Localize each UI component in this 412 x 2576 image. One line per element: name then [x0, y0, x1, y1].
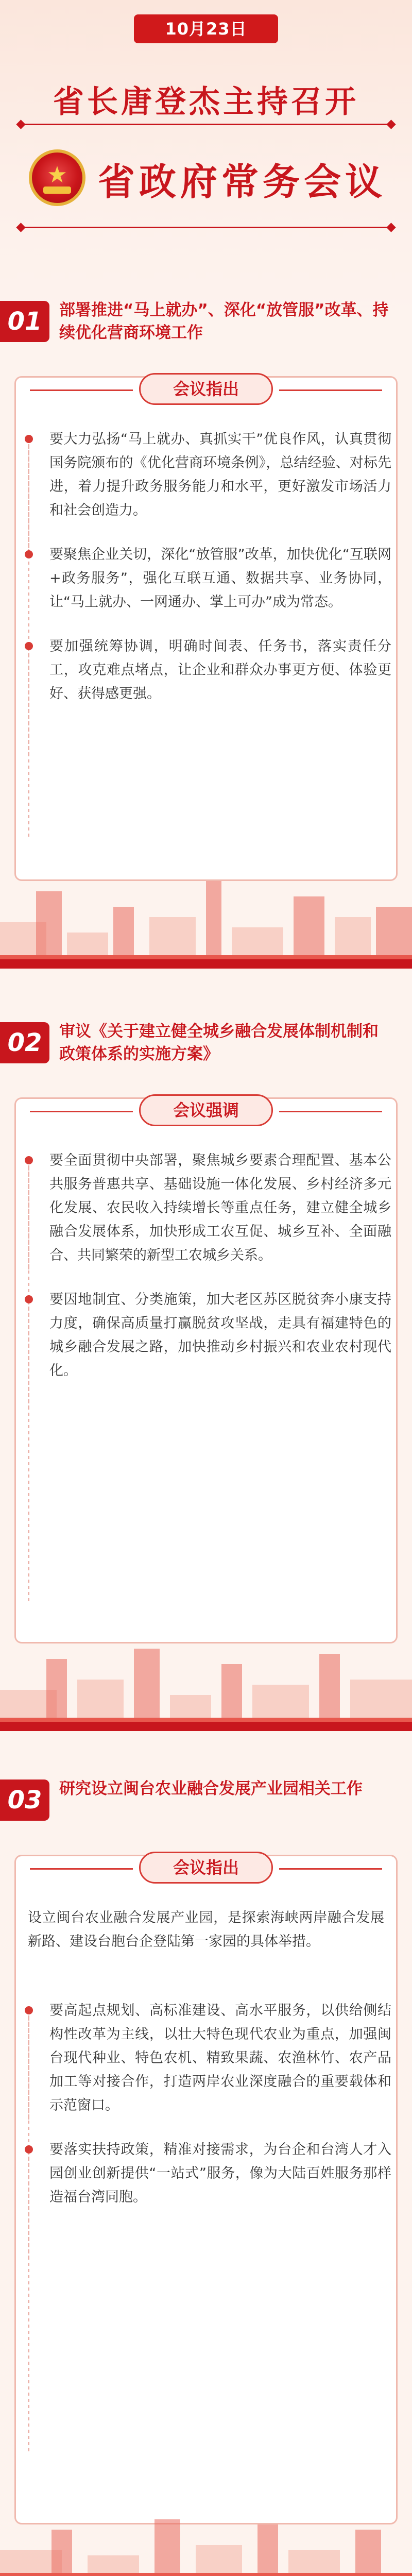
bullet-icon [25, 550, 33, 558]
card-tag: 会议强调 [139, 1094, 273, 1126]
header-divider-bottom [21, 227, 391, 228]
list-item [21, 635, 391, 706]
headline-line1: 省长唐登杰主持召开 [53, 84, 359, 120]
tag-rule-left [30, 1868, 133, 1870]
bullet-icon [25, 642, 33, 650]
item-text: 要大力弘扬“马上就办、真抓实干”优良作风，认真贯彻国务院颁布的《优化营商环境条例》，总结经验、对标先进，着力提升政务服务能力和水平，更好激发市场活力和社会创造力。 [49, 431, 391, 518]
section-title [59, 1020, 391, 1065]
list-item [21, 1288, 391, 1383]
card-tag: 会议指出 [139, 373, 273, 405]
section-number: 01 [0, 301, 49, 342]
bullet-icon [25, 2006, 33, 2014]
item-text: 要因地制宜、分类施策，加大老区苏区脱贫奔小康支持力度，确保高质量打赢脱贫攻坚战，走具有福建特色的城乡融合发展之路，加快推动乡村振兴和农业农村现代化。 [49, 1292, 391, 1379]
city-skyline-decoration [0, 2504, 412, 2576]
item-text: 要聚焦企业关切，深化“放管服”改革，加快优化“互联网+政务服务”，强化互联互通、数据共享、业务协同，让“马上就办、一网通办、掌上可办”成为常态。 [49, 547, 391, 610]
item-list [21, 1149, 391, 1383]
section-title: 研究设立闽台农业融合发展产业园相关工作 [59, 1780, 363, 1798]
card-tag-wrap [14, 1095, 398, 1126]
list-item [21, 428, 391, 522]
section-header [0, 1010, 412, 1087]
date-badge: 10月23日 [134, 14, 278, 43]
item-text: 要高起点规划、高标准建设、高水平服务，以供给侧结构性改革为主线，以壮大特色现代农业为重点，加强闽台现代种业、特色农机、精致果蔬、农渔林竹、农产品加工等对接合作，打造两岸农业深度融合的重要载体和示范窗口。 [49, 2003, 391, 2113]
tag-rule-left [30, 389, 133, 391]
section-01 [0, 289, 412, 974]
item-list [21, 1999, 391, 2209]
tag-rule-right [279, 1868, 382, 1870]
item-text: 要加强统筹协调，明确时间表、任务书，落实责任分工，攻克难点堵点，让企业和群众办事更方便、体验更好、获得感更强。 [49, 638, 391, 702]
item-text: 要全面贯彻中央部署，聚焦城乡要素合理配置、基本公共服务普惠共享、基础设施一体化发展、乡村经济多元化发展、农民收入持续增长等重点任务，建立健全城乡融合发展体系，加快形成工农互促、城乡互补、全面融合、共同繁荣的新型工农城乡关系。 [49, 1153, 391, 1263]
section-title-prefix: 审议 [59, 1022, 91, 1041]
bullet-icon [25, 1156, 33, 1164]
section-title: 部署推进“马上就办”、深化“放管服”改革、持续优化营商环境工作 [59, 301, 389, 342]
section-number: 03 [0, 1780, 49, 1821]
list-item [21, 543, 391, 614]
bullet-icon [25, 1295, 33, 1303]
list-item [21, 1999, 391, 2117]
bullet-icon [25, 2145, 33, 2154]
section-intro: 设立闽台农业融合发展产业园，是探索海峡两岸融合发展新路、建设台胞台企登陆第一家园的具体举措。 [28, 1910, 384, 1950]
list-item [21, 1149, 391, 1267]
card-tag-wrap [14, 1853, 398, 1884]
national-emblem-icon [29, 149, 85, 206]
section-number: 02 [0, 1022, 49, 1063]
city-skyline-decoration [0, 871, 412, 969]
tag-rule-right [279, 389, 382, 391]
section-header [0, 1767, 412, 1844]
card-tag-wrap [14, 374, 398, 405]
list-item [21, 2138, 391, 2209]
item-text: 要落实扶持政策，精准对接需求，为台企和台湾人才入园创业创新提供“一站式”服务，像为大陆百姓服务那样造福台湾同胞。 [49, 2142, 391, 2205]
item-list [21, 428, 391, 706]
header-divider-top [21, 124, 391, 125]
header [0, 0, 412, 319]
tag-rule-left [30, 1111, 133, 1112]
section-03 [0, 1767, 412, 2576]
headline-line2: 省政府常务会议 [98, 160, 387, 204]
bullet-icon [25, 435, 33, 443]
section-02 [0, 1010, 412, 1736]
section-title-main: 《关于建立健全城乡融合发展体制机制和政策体系的实施方案》 [59, 1022, 379, 1063]
tag-rule-right [279, 1111, 382, 1112]
city-skyline-decoration [0, 1633, 412, 1731]
section-header [0, 289, 412, 366]
card-tag: 会议指出 [139, 1852, 273, 1884]
